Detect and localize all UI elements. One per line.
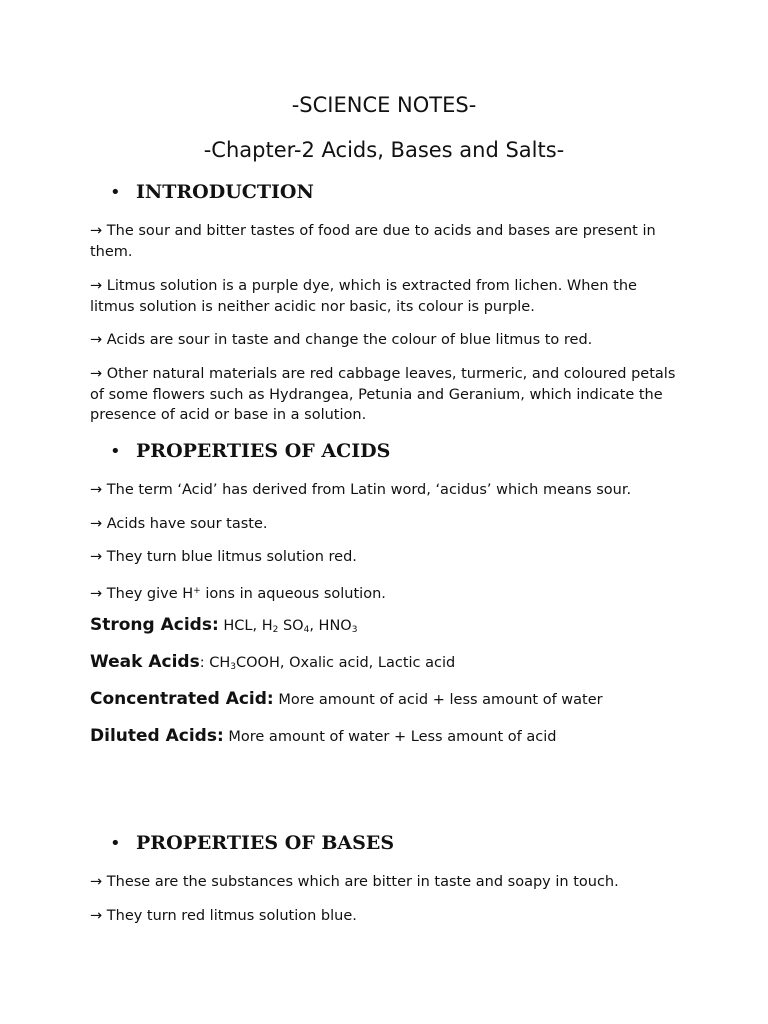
point-text: Other natural materials are red cabbage leaves, turmeric, and coloured petals of some flowers such as Hydrangea, Petunia and Geranium, which indicate the presence of acid or base in a solution. [90, 366, 676, 423]
heading-text: PROPERTIES OF BASES [136, 832, 395, 854]
document-title: -SCIENCE NOTES- [291, 93, 477, 117]
point-text: These are the substances which are bitter in taste and soapy in touch. [106, 874, 619, 890]
point-text: They turn red litmus solution blue. [106, 908, 357, 924]
arrow-icon: → [90, 223, 103, 239]
acids-point-2 [90, 514, 680, 535]
strong-acids-line [90, 615, 357, 635]
intro-point-3 [90, 330, 680, 351]
subscript: 3 [351, 625, 358, 635]
arrow-icon: → [90, 516, 103, 532]
superscript: + [193, 586, 201, 596]
section-heading-introduction [110, 181, 314, 203]
arrow-icon: → [90, 874, 103, 890]
term-label: Concentrated Acid: [90, 689, 274, 709]
weak-acids-line [90, 652, 455, 672]
arrow-icon: → [90, 332, 103, 348]
point-text: The sour and bitter tastes of food are due to acids and bases are present in them. [90, 223, 656, 260]
term-label: Diluted Acids: [90, 726, 224, 746]
point-text: The term ‘Acid’ has derived from Latin word, ‘acidus’ which means sour. [106, 482, 632, 498]
section-heading-acids [110, 440, 390, 462]
term-label: Strong Acids: [90, 615, 219, 635]
bullet-icon: • [110, 833, 121, 854]
definition-text: More amount of acid + less amount of water [273, 692, 603, 708]
heading-text: PROPERTIES OF ACIDS [136, 440, 391, 462]
arrow-icon: → [90, 586, 103, 602]
bases-point-1 [90, 872, 680, 893]
formula-text: , HNO [309, 618, 352, 634]
point-text: Acids have sour taste. [106, 516, 268, 532]
bullet-icon: • [110, 441, 121, 462]
point-text-cont: ions in aqueous solution. [200, 586, 386, 602]
point-text: Acids are sour in taste and change the colour of blue litmus to red. [106, 332, 593, 348]
chapter-title: -Chapter-2 Acids, Bases and Salts- [203, 138, 565, 162]
point-text: They turn blue litmus solution red. [106, 549, 357, 565]
subscript: 3 [230, 662, 236, 672]
acids-point-3 [90, 547, 680, 568]
acids-point-4 [90, 581, 680, 605]
heading-text: INTRODUCTION [136, 181, 314, 203]
subscript: 4 [303, 625, 310, 635]
section-heading-bases [110, 832, 394, 854]
bases-point-2 [90, 906, 680, 927]
definition-text: More amount of water + Less amount of acid [223, 729, 557, 745]
concentrated-acid-line [90, 689, 603, 709]
term-label: Weak Acids [90, 652, 200, 672]
point-text: Litmus solution is a purple dye, which is extracted from lichen. When the litmus solution is neither acidic nor basic, its colour is purple. [90, 278, 637, 315]
arrow-icon: → [90, 549, 103, 565]
arrow-icon: → [90, 482, 103, 498]
arrow-icon: → [90, 908, 103, 924]
arrow-icon: → [90, 278, 103, 294]
diluted-acids-line [90, 726, 556, 746]
formula-text: COOH, Oxalic acid, Lactic acid [236, 655, 456, 671]
acids-point-1 [90, 480, 680, 501]
intro-point-1 [90, 221, 680, 262]
formula-text: : CH [199, 655, 231, 671]
arrow-icon: → [90, 366, 103, 382]
bullet-icon: • [110, 182, 121, 203]
subscript: 2 [272, 625, 279, 635]
intro-point-2 [90, 276, 680, 317]
formula-text: HCL, H [218, 618, 273, 634]
formula-text: SO [278, 618, 304, 634]
intro-point-4 [90, 364, 680, 426]
point-text: They give H [106, 586, 194, 602]
